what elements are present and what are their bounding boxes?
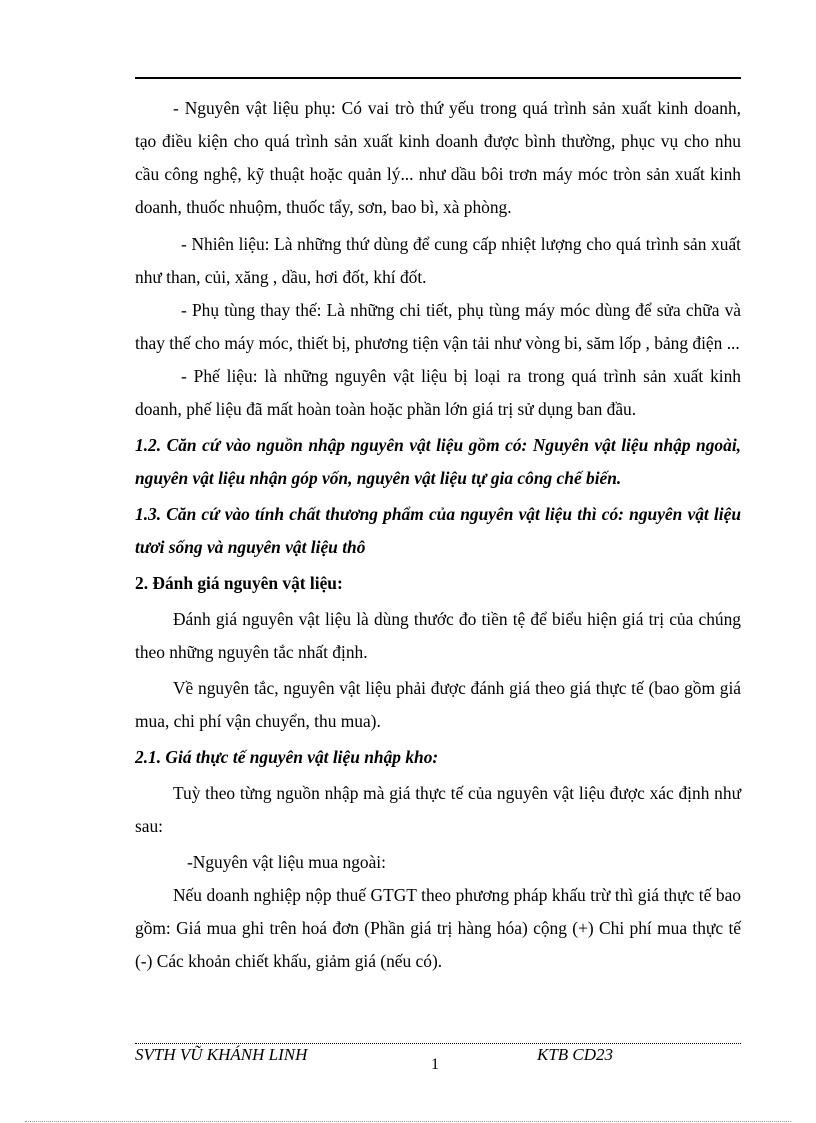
- page-bottom-border: [25, 1121, 791, 1122]
- paragraph-spare-parts: - Phụ tùng thay thế: Là những chi tiết, phụ tùng máy móc dùng để sửa chữa và thay thế cho máy móc, thiết bị, phương tiện vận tải như vòng bi, săm lốp , bảng điện ...: [135, 300, 741, 353]
- header-rule: [135, 77, 741, 79]
- document-body: [135, 92, 741, 978]
- heading-2-1: 2.1. Giá thực tế nguyên vật liệu nhập kho:: [135, 747, 439, 767]
- heading-2: 2. Đánh giá nguyên vật liệu:: [135, 573, 343, 593]
- paragraph-scrap: - Phế liệu: là những nguyên vật liệu bị loại ra trong quá trình sản xuất kinh doanh, phế liệu đã mất hoàn toàn hoặc phần lớn giá trị sử dụng ban đầu.: [135, 366, 741, 419]
- heading-1-3: 1.3. Căn cứ vào tính chất thương phẩm của nguyên vật liệu thì có: nguyên vật liệu tươi sống và nguyên vật liệu thô: [135, 504, 741, 557]
- paragraph-vat-deduction: Nếu doanh nghiệp nộp thuế GTGT theo phương pháp khấu trừ thì giá thực tế bao gồm: Giá mua ghi trên hoá đơn (Phần giá trị hàng hóa) cộng (+) Chi phí mua thực tế (-) Các khoản chiết khấu, giảm giá (nếu có).: [135, 885, 741, 971]
- paragraph-import-sources: Tuỳ theo từng nguồn nhập mà giá thực tế của nguyên vật liệu được xác định như sau:: [135, 783, 741, 836]
- paragraph-auxiliary-materials: - Nguyên vật liệu phụ: Có vai trò thứ yếu trong quá trình sản xuất kinh doanh, tạo điều kiện cho quá trình sản xuất kinh doanh được bình thường, phục vụ cho nhu cầu công nghệ, kỹ thuật hoặc quản lý... như dầu bôi trơn máy móc tròn sản xuất kinh doanh, thuốc nhuộm, thuốc tẩy, sơn, bao bì, xà phòng.: [135, 98, 741, 217]
- paragraph-purchased-materials: -Nguyên vật liệu mua ngoài:: [187, 852, 386, 872]
- page-number: 1: [431, 1056, 439, 1073]
- footer-author: SVTH VŨ KHÁNH LINH: [135, 1045, 308, 1064]
- footer-rule: [135, 1043, 741, 1044]
- footer-class-code: KTB CD23: [537, 1045, 614, 1064]
- paragraph-fuel: - Nhiên liệu: Là những thứ dùng để cung cấp nhiệt lượng cho quá trình sản xuất như than, củi, xăng , dầu, hơi đốt, khí đốt.: [135, 234, 741, 287]
- paragraph-valuation: Đánh giá nguyên vật liệu là dùng thước đo tiền tệ để biểu hiện giá trị của chúng theo những nguyên tắc nhất định.: [135, 609, 741, 662]
- paragraph-principle: Về nguyên tắc, nguyên vật liệu phải được đánh giá theo giá thực tế (bao gồm giá mua, chi phí vận chuyển, thu mua).: [135, 678, 741, 731]
- heading-1-2: 1.2. Căn cứ vào nguồn nhập nguyên vật liệu gồm có: Nguyên vật liệu nhập ngoài, nguyên vật liệu nhận góp vốn, nguyên vật liệu tự gia công chế biến.: [135, 435, 741, 488]
